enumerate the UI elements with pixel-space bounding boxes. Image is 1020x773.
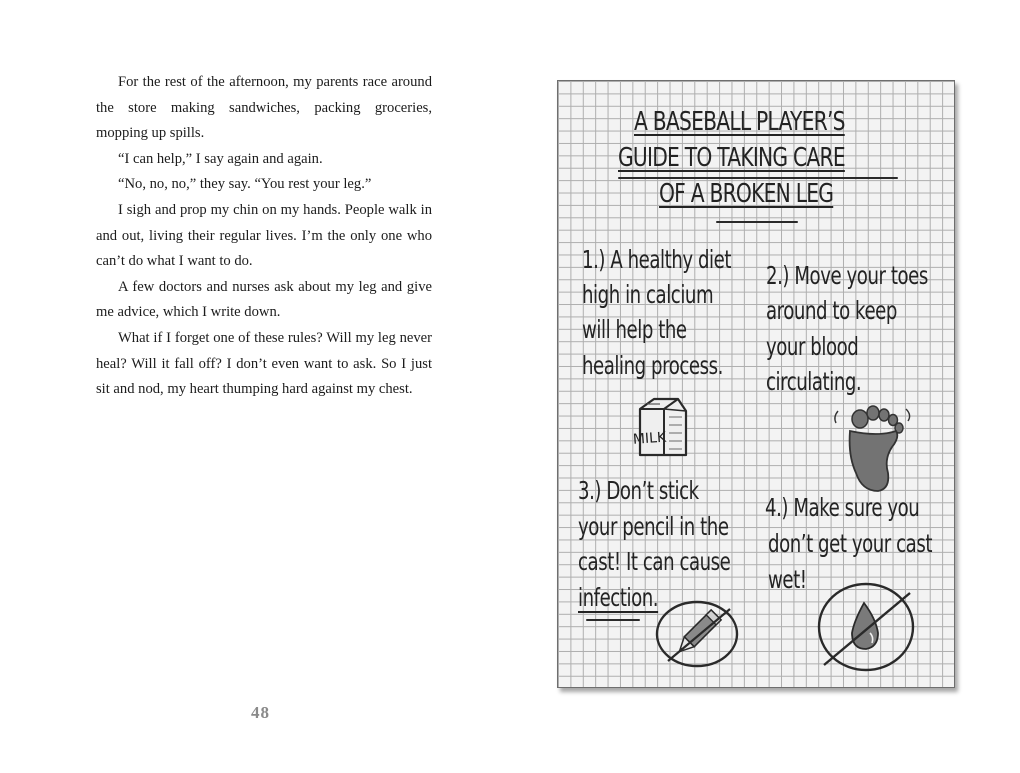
paragraph: “No, no, no,” they say. “You rest your leg.”: [118, 176, 372, 193]
paragraph: For the rest of the afternoon, my parents race around the store making sandwiches, packing groceries, mopping up spills.: [96, 74, 432, 142]
milk-carton-icon: [626, 395, 692, 461]
title-line-3: OF A BROKEN LEG: [659, 179, 834, 209]
underline-flourish: [586, 619, 640, 621]
tip-1-line: will help the: [582, 315, 687, 344]
title-line-1: A BASEBALL PLAYER’S: [634, 107, 845, 137]
paragraph: I sigh and prop my chin on my hands. People walk in and out, living their regular lives. I’m the only one who can’t do what I want to do.: [96, 201, 432, 270]
title-line-2: GUIDE TO TAKING CARE: [618, 143, 845, 173]
book-page-text: [96, 70, 432, 403]
no-pencil-icon: [654, 599, 740, 669]
tip-3-line: infection.: [578, 583, 659, 612]
tip-2-line: your blood: [766, 332, 859, 361]
title-underline: [618, 177, 898, 179]
paragraph: “I can help,” I say again and again.: [118, 150, 323, 167]
wiggling-foot-icon: [828, 401, 918, 499]
tip-1-line: 1.) A healthy diet: [582, 245, 732, 274]
tip-3-line: cast! It can cause: [578, 547, 731, 576]
no-water-icon: [816, 581, 916, 673]
tip-3-line: your pencil in the: [578, 512, 729, 541]
tip-1-line: high in calcium: [582, 280, 714, 309]
milk-label: MILK: [632, 429, 667, 448]
tip-2-line: circulating.: [766, 367, 862, 396]
page-number: 48: [251, 703, 270, 722]
tip-3-line: 3.) Don’t stick: [578, 476, 699, 505]
tip-2-line: around to keep: [766, 296, 897, 325]
tip-4-line: don’t get your cast: [768, 529, 932, 558]
title-flourish: [716, 221, 798, 223]
tip-2-line: 2.) Move your toes: [766, 261, 928, 290]
tip-4-line: 4.) Make sure you: [765, 493, 920, 522]
tip-4-line: wet!: [768, 565, 807, 594]
tip-1-line: healing process.: [582, 351, 723, 380]
graph-paper-notebook: [557, 80, 955, 688]
paragraph: A few doctors and nurses ask about my leg and give me advice, which I write down.: [96, 278, 432, 321]
paragraph: What if I forget one of these rules? Will my leg never heal? Will it fall off? I don’t even want to ask. So I just sit and nod, my heart thumping hard against my chest.: [96, 329, 432, 398]
